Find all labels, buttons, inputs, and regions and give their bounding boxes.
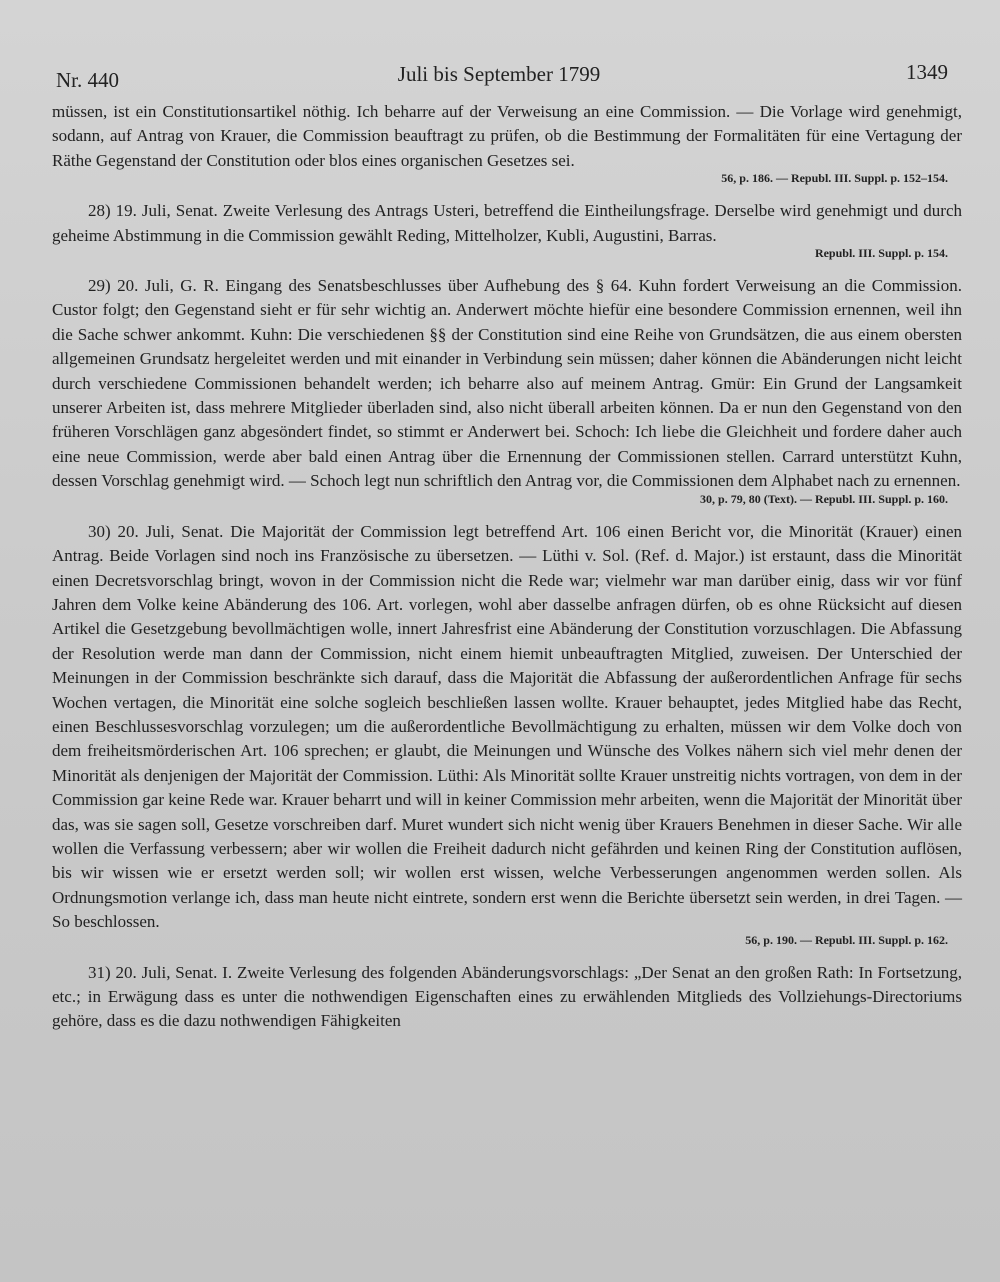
running-header: [48, 60, 950, 90]
paragraph-entry-30: 30) 20. Juli, Senat. Die Majorität der Commission legt betreffend Art. 106 einen Bericht vor, die Minorität (Krauer) einen Antrag. Beide Vorlagen sind noch ins Französische zu übersetzen. — Lüthi v. Sol. (Ref. d. Major.) ist erstaunt, dass die Minorität einen Decretsvorschlag bringt, wovon in der Commission nicht die Rede war; vielmehr war man darüber einig, dass wir vor fünf Jahren dem Volke keine Abänderung des 106. Art. vorlegen, wohl aber dasselbe anfragen dürfen, ob es ohne Rücksicht auf diesen Artikel die Gesetzgebung bevollmächtigen wolle, innert Jahresfrist eine Abänderung der Constitution vorzuschlagen. Die Abfassung der Resolution werde man dann der Commission, nicht einem hiemit unbeauftragten Mitglied, zuweisen. Der Unterschied der Meinungen in der Commission beschränkte sich darauf, dass die Majorität die Abfassung der außerordentlichen Anfrage für sechs Wochen vertagen, die Minorität eine solche sogleich beschließen lassen wollte. Krauer behauptet, jedes Mitglied habe das Recht, einen Beschlussesvorschlag vorzulegen; um die außerordentliche Bevollmächtigung zu erhalten, müssen wir dem Volke doch von dem freiheitsmörderischen Art. 106 sprechen; er glaubt, die Meinungen und Wünsche des Volkes nähern sich viel mehr denen der Minorität als denjenigen der Majorität der Commission. Lüthi: Als Minorität sollte Krauer unstreitig nichts vortragen, von dem in der Commission gar keine Rede war. Krauer beharrt und will in keiner Commission mehr arbeiten, wenn die Majorität der Minorität über das, was sie sagen soll, Gesetze vorschreiben darf. Muret wundert sich nicht wenig über Krauers Benehmen in dieser Sache. Wir alle wollen die Verfassung verbessern; aber wir wollen die Freiheit dadurch nicht gefährden und keinen Ring der Constitution auflösen, bis wir wissen wie er ersetzt werden soll; wir wollen erst wissen, welche Verbesserungen angenommen werden sollen. Als Ordnungsmotion verlange ich, dass man heute nicht eintrete, sondern erst wenn die Berichte übersetzt sein werden, in drei Tagen. — So beschlossen.: [52, 521, 962, 932]
document-body: [52, 100, 962, 1034]
page-title: Juli bis September 1799: [397, 62, 601, 86]
source-reference: 56, p. 190. — Republ. III. Suppl. p. 162.: [745, 932, 948, 947]
paragraph-entry-31: 31) 20. Juli, Senat. I. Zweite Verlesung des folgenden Abänderungsvorschlags: „Der Senat an den großen Rath: In Fortsetzung, etc.; in Erwägung dass es unter die nothwendigen Eigenschaften eines zu erwählenden Mitglieds des Vollziehungs-Directoriums gehöre, dass es die dazu nothwendigen Fähigkeiten: [52, 962, 962, 1031]
source-reference: Republ. III. Suppl. p. 154.: [814, 246, 948, 261]
source-reference: 56, p. 186. — Republ. III. Suppl. p. 152–154.: [721, 171, 948, 186]
page-number: 1349: [906, 60, 948, 84]
paragraph-entry-28: 28) 19. Juli, Senat. Zweite Verlesung des Antrags Usteri, betreffend die Eintheilungsfrage. Derselbe wird genehmigt und durch geheime Abstimmung in die Commission gewählt Reding, Mittelholzer, Kubli, Augustini, Barras.: [52, 201, 962, 245]
paragraph-entry-29: 29) 20. Juli, G. R. Eingang des Senatsbeschlusses über Aufhebung des § 64. Kuhn fordert Verweisung an die Commission. Custor folgt; den Gegenstand sieht er für sehr wichtig an. Anderwert möchte hiefür eine besondere Commission ernennen, weil ihn die Sache schwer ankommt. Kuhn: Die verschiedenen §§ der Constitution sind eine Reihe von Grundsätzen, die aus einem obersten allgemeinen Grundsatz hergeleitet werden und mit einander in Verbindung sein müssen; daher können die Abänderungen nicht leicht durch verschiedene Commissionen behandelt werden; ich beharre also auf meinem Antrag. Gmür: Ein Grund der Langsamkeit unserer Arbeiten ist, dass mehrere Mitglieder überladen sind, also nicht überall arbeiten können. Da er nun den Gegenstand von den früheren Vorschlägen ganz abgesöndert findet, so stimmt er Anderwert bei. Schoch: Ich liebe die Gleichheit und fordere daher auch eine neue Commission, werde aber bald einen Antrag über die Ernennung der Commissionen stellen. Carrard unterstützt Kuhn, dessen Vorschlag genehmigt wird. — Schoch legt nun schriftlich den Antrag vor, die Commissionen dem Alphabet nach zu ernennen.: [52, 276, 962, 491]
paragraph-continuation: müssen, ist ein Constitutionsartikel nöthig. Ich beharre auf der Verweisung an eine Commission. — Die Vorlage wird genehmigt, sodann, auf Antrag von Krauer, die Commission beauftragt zu prüfen, ob die Bestimmung der Formalitäten für eine Vertagung der Räthe Gegenstand der Constitution oder blos eines organischen Gesetzes sei.: [52, 102, 962, 170]
source-reference: 30, p. 79, 80 (Text). — Republ. III. Suppl. p. 160.: [700, 491, 948, 506]
document-number: Nr. 440: [56, 68, 119, 92]
